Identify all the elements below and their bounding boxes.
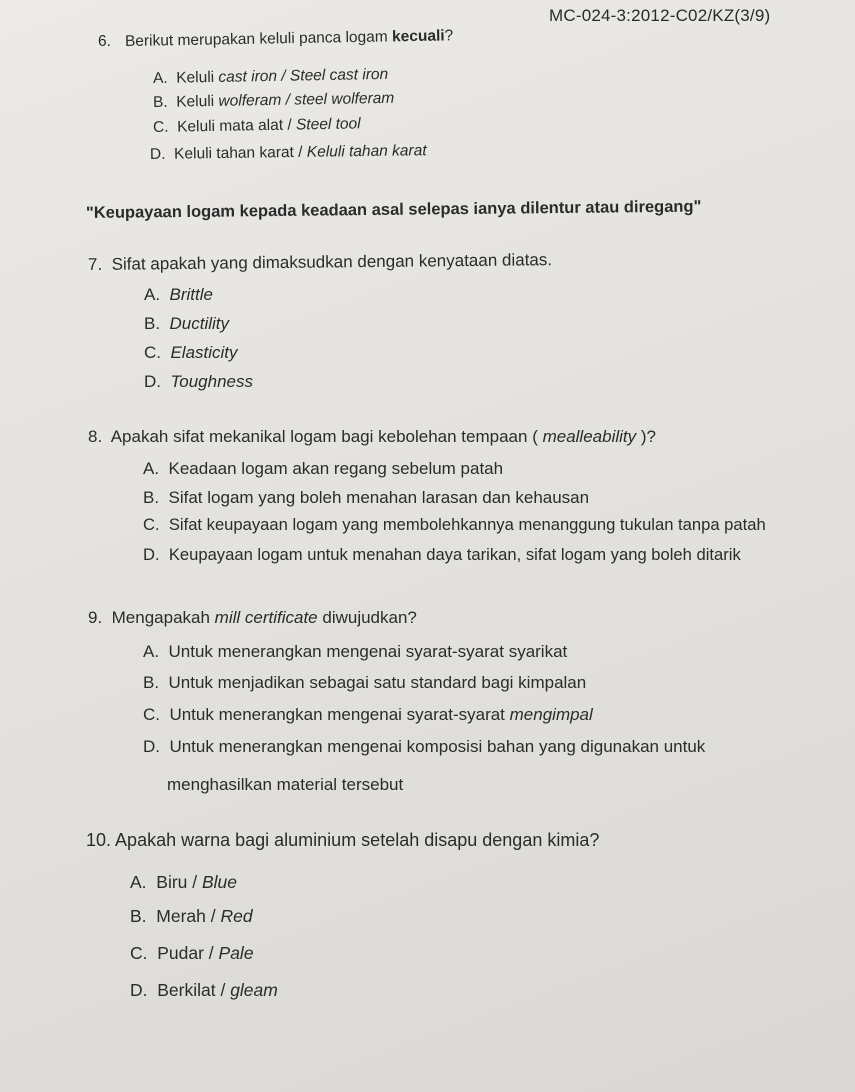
question-9-option-c[interactable]: C. Untuk menerangkan mengenai syarat-syarat mengimpal bbox=[143, 705, 593, 724]
question-8-option-c[interactable]: C. Sifat keupayaan logam yang membolehkannya menanggung tukulan tanpa patah bbox=[143, 515, 766, 534]
question-8-option-b[interactable]: B. Sifat logam yang boleh menahan larasan dan kehausan bbox=[143, 488, 590, 507]
question-10: 10. Apakah warna bagi aluminium setelah disapu dengan kimia? bbox=[86, 830, 600, 850]
question-9: 9. Mengapakah mill certificate diwujudkan? bbox=[88, 608, 417, 627]
question-9-option-d-continuation: menghasilkan material tersebut bbox=[167, 775, 404, 794]
question-7-option-a[interactable]: A. Brittle bbox=[144, 285, 213, 304]
statement-quote: "Keupayaan logam kepada keadaan asal selepas ianya dilentur atau diregang" bbox=[85, 197, 702, 222]
question-6-number: 6. bbox=[98, 33, 111, 50]
question-8: 8. Apakah sifat mekanikal logam bagi kebolehan tempaan ( mealleability )? bbox=[88, 427, 656, 446]
question-7-option-c[interactable]: C. Elasticity bbox=[144, 343, 238, 362]
question-7: 7. Sifat apakah yang dimaksudkan dengan kenyataan diatas. bbox=[87, 250, 553, 274]
question-6-option-a[interactable]: A. Keluli cast iron / Steel cast iron bbox=[152, 65, 389, 87]
question-9-option-a[interactable]: A. Untuk menerangkan mengenai syarat-syarat syarikat bbox=[143, 642, 568, 661]
question-7-option-b[interactable]: B. Ductility bbox=[144, 314, 230, 333]
question-10-option-c[interactable]: C. Pudar / Pale bbox=[130, 943, 254, 963]
question-6-option-c[interactable]: C. Keluli mata alat / Steel tool bbox=[152, 115, 361, 136]
question-8-option-d[interactable]: D. Keupayaan logam untuk menahan daya tarikan, sifat logam yang boleh ditarik bbox=[143, 545, 741, 564]
question-9-option-b[interactable]: B. Untuk menjadikan sebagai satu standard bagi kimpalan bbox=[143, 673, 587, 692]
question-8-option-a[interactable]: A. Keadaan logam akan regang sebelum patah bbox=[143, 459, 504, 478]
question-9-option-d[interactable]: D. Untuk menerangkan mengenai komposisi bahan yang digunakan untuk bbox=[143, 737, 706, 756]
question-6-option-d[interactable]: D. Keluli tahan karat / Keluli tahan karat bbox=[149, 142, 427, 163]
question-6-option-b[interactable]: B. Keluli wolferam / steel wolferam bbox=[152, 89, 395, 111]
question-6-stem: Berikut merupakan keluli panca logam kecuali? bbox=[124, 27, 454, 50]
question-10-option-b[interactable]: B. Merah / Red bbox=[130, 906, 253, 926]
document-code: MC-024-3:2012-C02/KZ(3/9) bbox=[549, 6, 771, 25]
question-10-option-a[interactable]: A. Biru / Blue bbox=[130, 872, 238, 892]
question-7-option-d[interactable]: D. Toughness bbox=[144, 372, 254, 391]
question-10-option-d[interactable]: D. Berkilat / gleam bbox=[130, 980, 278, 1000]
